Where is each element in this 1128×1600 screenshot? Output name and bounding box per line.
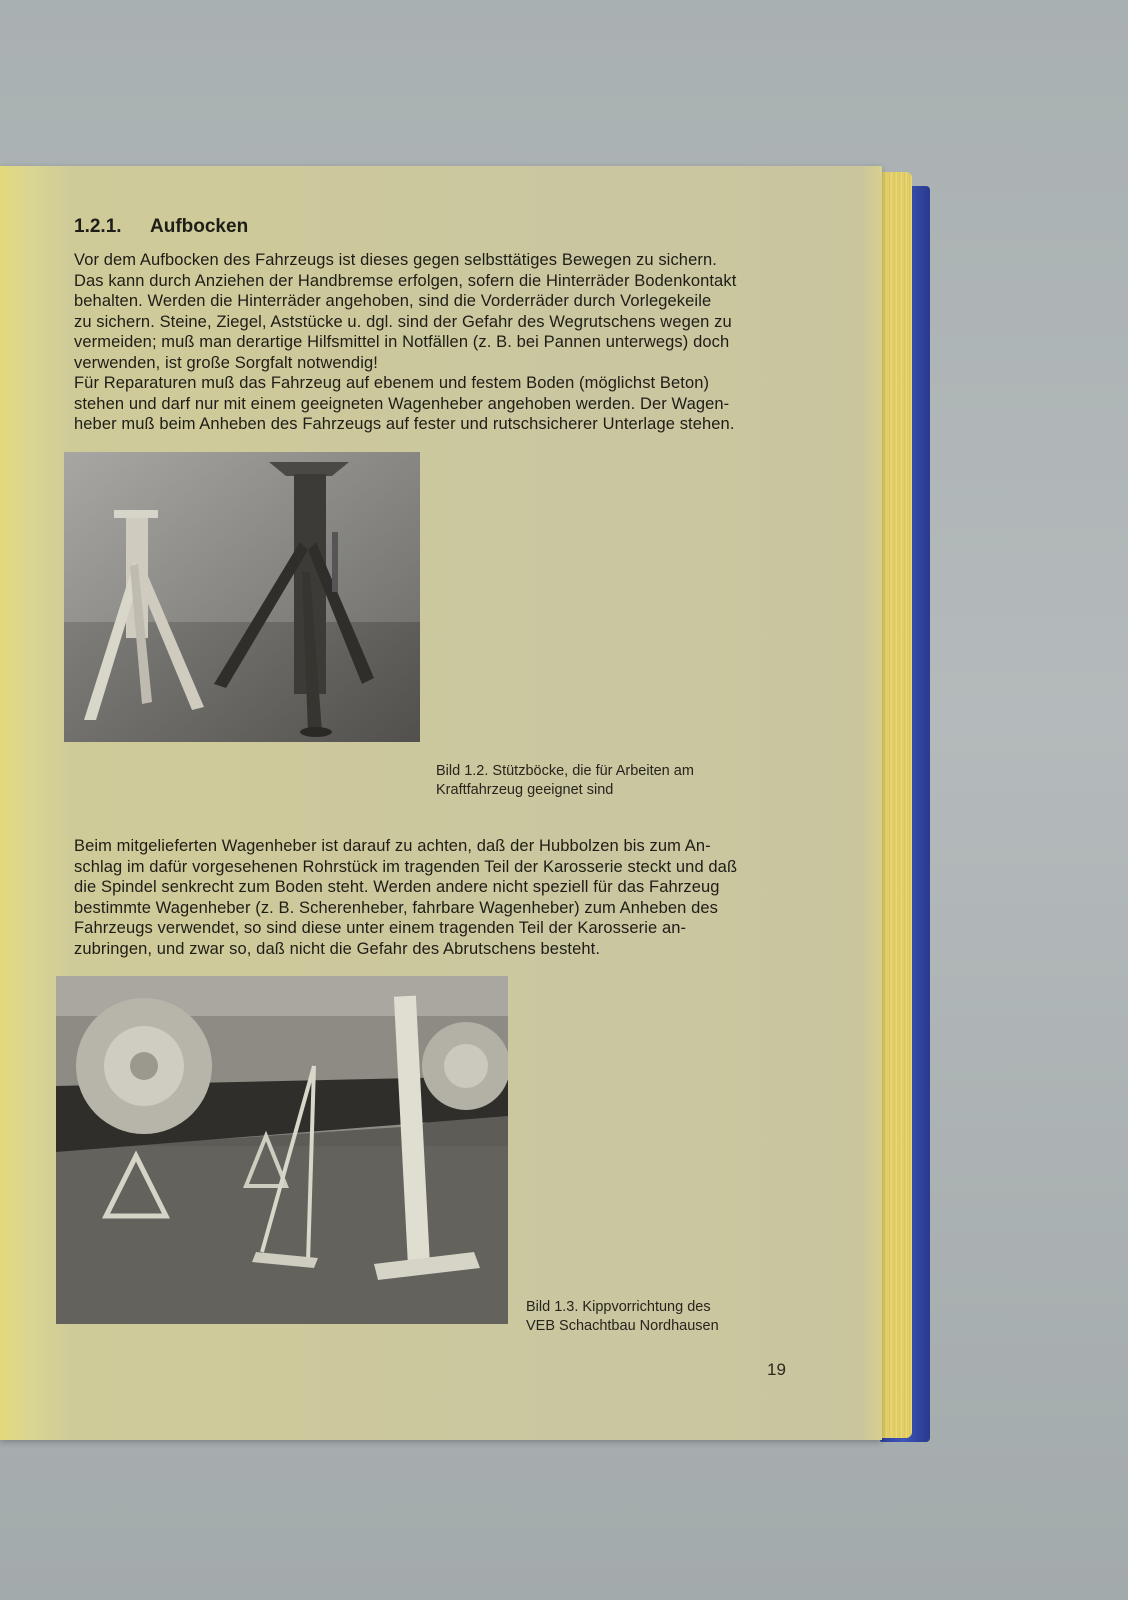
figure-2-photo bbox=[56, 976, 508, 1324]
text-line: verwenden, ist große Sorgfalt notwendig! bbox=[74, 353, 378, 372]
text-line: stehen und darf nur mit einem geeigneten Wagenheber angehoben werden. Der Wagen- bbox=[74, 394, 730, 413]
section-heading bbox=[74, 216, 248, 238]
section-title: Aufbocken bbox=[150, 216, 249, 237]
caption-line: Bild 1.3. Kippvorrichtung des bbox=[526, 1299, 711, 1315]
text-line: zu sichern. Steine, Ziegel, Aststücke u. dgl. sind der Gefahr des Wegrutschens wegen zu bbox=[74, 312, 732, 331]
figure-1-photo bbox=[64, 452, 420, 742]
paragraph-2 bbox=[74, 836, 804, 959]
text-line: Beim mitgelieferten Wagenheber ist darauf zu achten, daß der Hubbolzen bis zum An- bbox=[74, 837, 711, 855]
tipping-device-illustration bbox=[56, 976, 508, 1324]
caption-line: Kraftfahrzeug geeignet sind bbox=[436, 782, 614, 798]
paragraph-1 bbox=[74, 250, 804, 435]
page-number: 19 bbox=[767, 1360, 786, 1379]
text-line: Für Reparaturen muß das Fahrzeug auf ebenem und festem Boden (möglichst Beton) bbox=[74, 374, 710, 392]
text-line: vermeiden; muß man derartige Hilfsmittel in Notfällen (z. B. bei Pannen unterwegs) doch bbox=[74, 333, 730, 351]
caption-line: Bild 1.2. Stützböcke, die für Arbeiten am bbox=[436, 763, 694, 779]
text-line: Vor dem Aufbocken des Fahrzeugs ist dieses gegen selbsttätiges Bewegen zu sichern. bbox=[74, 251, 717, 269]
jack-stands-illustration bbox=[64, 452, 420, 742]
caption-line: VEB Schachtbau Nordhausen bbox=[526, 1318, 719, 1334]
section-number: 1.2.1. bbox=[74, 216, 122, 237]
text-line: heber muß beim Anheben des Fahrzeugs auf fester und rutschsicherer Unterlage stehen. bbox=[74, 415, 735, 433]
text-line: die Spindel senkrecht zum Boden steht. Werden andere nicht speziell für das Fahrzeug bbox=[74, 878, 720, 896]
text-line: Fahrzeugs verwendet, so sind diese unter einem tragenden Teil der Karosserie an- bbox=[74, 919, 687, 937]
text-line: Das kann durch Anziehen der Handbremse erfolgen, sofern die Hinterräder Bodenkontakt bbox=[74, 271, 737, 290]
figure-2-caption bbox=[526, 1298, 826, 1336]
text-line: behalten. Werden die Hinterräder angehoben, sind die Vorderräder durch Vorlegekeile bbox=[74, 292, 712, 310]
book-page bbox=[0, 166, 882, 1440]
text-line: zubringen, und zwar so, daß nicht die Gefahr des Abrutschens besteht. bbox=[74, 939, 601, 958]
text-line: bestimmte Wagenheber (z. B. Scherenheber, fahrbare Wagenheber) zum Anheben des bbox=[74, 898, 719, 917]
figure-1-caption bbox=[436, 762, 776, 800]
text-line: schlag im dafür vorgesehenen Rohrstück im tragenden Teil der Karosserie steckt und daß bbox=[74, 857, 738, 876]
